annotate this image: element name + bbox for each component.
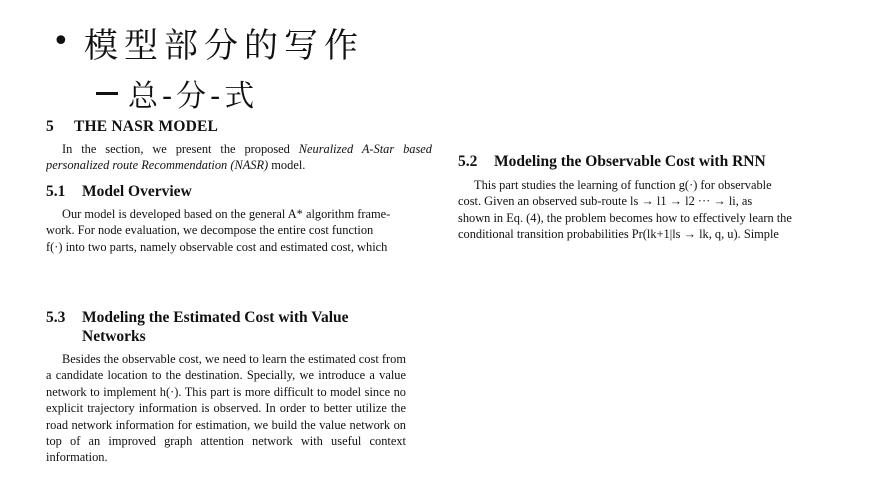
intro-suffix: model. xyxy=(268,158,306,173)
observable-line-4: conditional transition probabilities Pr(lk+1|ls → lk, q, u). Simple xyxy=(458,227,779,242)
intro-italic: Neuralized A-Star based personalized route Recommendation (NASR) xyxy=(46,142,432,173)
intro-paragraph xyxy=(46,141,432,174)
paper-excerpt-model-overview xyxy=(46,116,432,260)
section-heading xyxy=(46,116,432,138)
observable-line-1: This part studies the learning of function g(·) for observable xyxy=(474,178,772,192)
subsection-number: 5.2 xyxy=(458,153,478,170)
subsection-heading xyxy=(46,182,432,202)
section-title: THE NASR MODEL xyxy=(74,118,219,135)
subsection-title: Modeling the Estimated Cost with Value Networks xyxy=(82,309,349,345)
subsection-title: Model Overview xyxy=(82,182,192,200)
subsection-number: 5.3 xyxy=(46,309,66,326)
overview-line-1: Our model is developed based on the general A* algorithm frame- xyxy=(62,206,391,221)
sub-bullet-heading: 总-分-式 xyxy=(128,79,259,114)
paper-excerpt-observable-cost xyxy=(458,152,828,248)
observable-line-2: cost. Given an observed sub-route ls → l1 → l2 ··· → li, as xyxy=(458,194,753,209)
subsection-heading xyxy=(46,308,406,346)
observable-line-3: shown in Eq. (4), the problem becomes how to effectively learn the xyxy=(458,210,792,225)
overview-line-3: f(·) into two parts, namely observable cost and estimated cost, which xyxy=(46,239,388,254)
bullet-dot-icon: • xyxy=(52,24,70,59)
dash-icon xyxy=(96,92,118,95)
overview-line-2: work. For node evaluation, we decompose the entire cost function xyxy=(46,223,374,238)
bullet-heading: 模型部分的写作 xyxy=(84,25,364,66)
estimated-cost-paragraph: Besides the observable cost, we need to learn the estimated cost from a candidate location to the destination. Specially, we introduce a value network to implement h(·). This part is more difficult to model since no explicit trajectory information is observed. In order to better utilize the road network information for estimation, we build the value network on top of an improved graph attention network with useful context information. xyxy=(46,352,406,465)
subsection-heading xyxy=(458,152,828,172)
paper-excerpt-estimated-cost xyxy=(46,308,406,468)
subsection-title: Modeling the Observable Cost with RNN xyxy=(494,153,766,170)
bullet-line xyxy=(52,16,364,68)
intro-prefix: In the section, we present the proposed xyxy=(62,142,299,156)
sub-bullet-line xyxy=(96,70,258,116)
subsection-number: 5.1 xyxy=(46,182,66,200)
section-number: 5 xyxy=(46,118,54,135)
